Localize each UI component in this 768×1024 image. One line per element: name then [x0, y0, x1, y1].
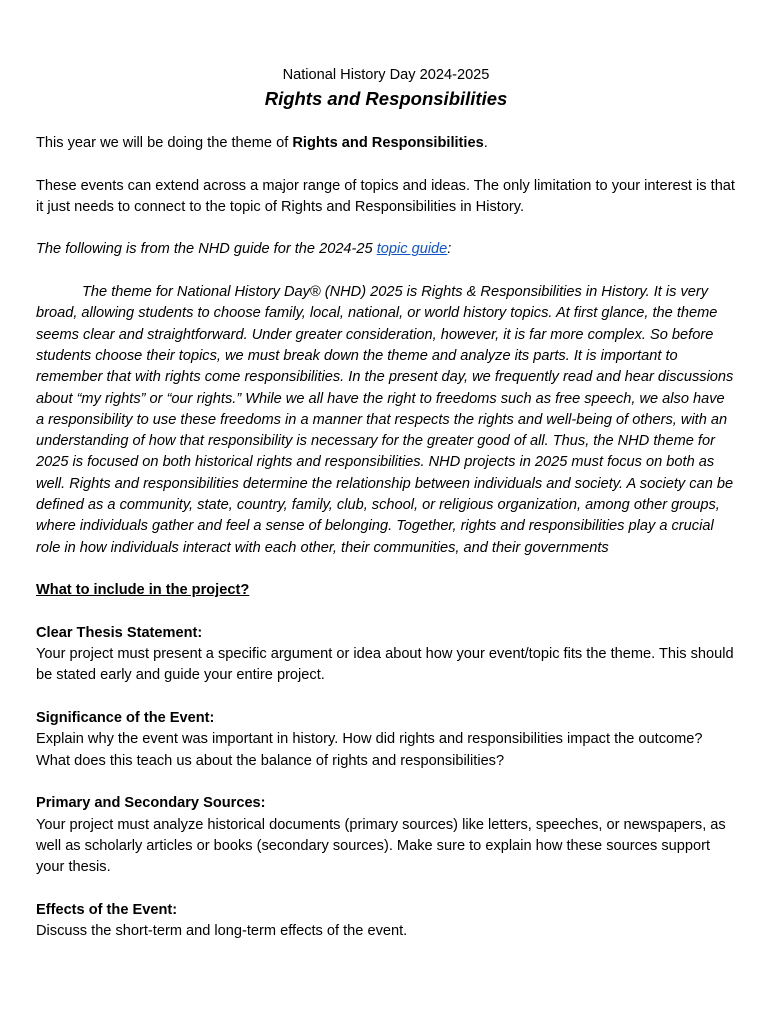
guide-text: The following is from the NHD guide for the 2024-25	[36, 241, 377, 258]
section-title: Primary and Secondary Sources:	[36, 795, 266, 812]
intro-paragraph	[36, 133, 736, 154]
theme-quote: The theme for National History Day® (NHD) 2025 is Rights & Responsibilities in History. It is very broad, allowing students to choose family, local, national, or world history topics. At first glance, the theme seems clear and straightforward. Under greater consideration, however, it is far more complex. So before students choose their topics, we must break down the theme and analyze its parts. It is important to remember that with rights come responsibilities. In the present day, we frequently read and hear discussions about “my rights” or “our rights.” While we all have the right to freedoms such as free speech, we also have a responsibility to use these freedoms in a manner that respects the rights and well-being of others, with an understanding of how that responsibility is necessary for the greater good of all. Thus, the NHD theme for 2025 is focused on both historical rights and responsibilities. NHD projects in 2025 must focus on both as well. Rights and responsibilities determine the relationship between individuals and society. A society can be defined as a community, state, country, family, club, school, or religious organization, among other groups, where individuals gather and feel a sense of belonging. Together, rights and responsibilities play a crucial role in how individuals interact with each other, their communities, and their governments	[36, 284, 734, 556]
section-significance	[36, 708, 736, 772]
document-subtitle: National History Day 2024-2025	[282, 67, 490, 83]
section-body: Discuss the short-term and long-term effects of the event.	[36, 922, 408, 939]
intro-text: This year we will be doing the theme of	[36, 135, 293, 151]
section-title: Clear Thesis Statement:	[36, 624, 203, 641]
section-title: Effects of the Event:	[36, 901, 178, 918]
guide-colon: :	[447, 241, 452, 258]
topic-guide-link[interactable]: topic guide	[376, 241, 448, 258]
section-thesis	[36, 623, 736, 687]
document-title: Rights and Responsibilities	[264, 88, 508, 109]
section-body: Explain why the event was important in history. How did rights and responsibilities impact the outcome? What does this teach us about the balance of rights and responsibilities?	[36, 731, 703, 769]
section-body: Your project must analyze historical documents (primary sources) like letters, speeches, or newspapers, as well as scholarly articles or books (secondary sources). Make sure to explain how these sources support your thesis.	[36, 816, 726, 876]
document-page	[36, 65, 736, 964]
scope-paragraph: These events can extend across a major range of topics and ideas. The only limitation to your interest is that it just needs to connect to the topic of Rights and Responsibilities in History.	[36, 177, 735, 215]
theme-name: Rights and Responsibilities	[292, 135, 484, 151]
intro-period: .	[483, 135, 488, 151]
project-heading: What to include in the project?	[36, 582, 250, 599]
section-body: Your project must present a specific argument or idea about how your event/topic fits the theme. This should be stated early and guide your entire project.	[36, 646, 734, 684]
section-effects	[36, 900, 736, 943]
guide-paragraph	[36, 239, 736, 260]
section-title: Significance of the Event:	[36, 710, 215, 727]
section-sources	[36, 793, 736, 878]
